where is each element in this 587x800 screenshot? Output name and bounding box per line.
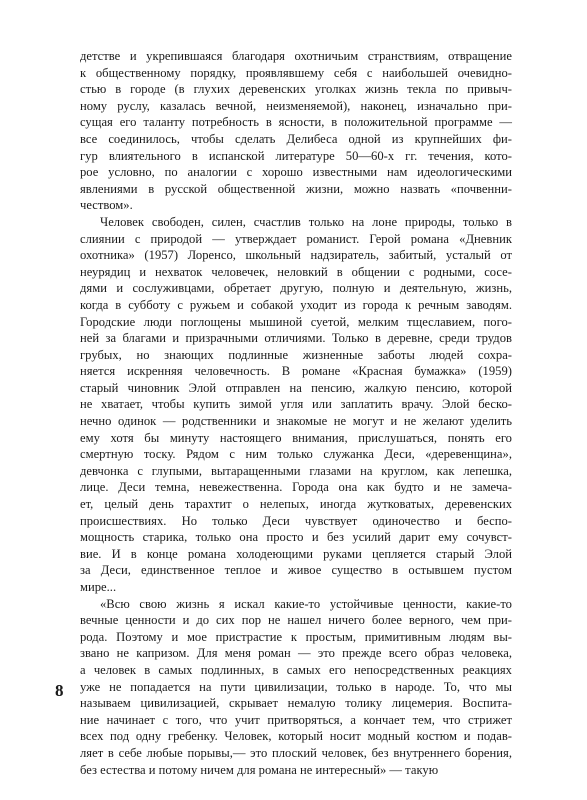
text-line: происшествиях. Но только Деси чувствует одиночество и беспо- [80,513,512,528]
text-line: рое условно, по аналогии с хорошо известными нам идеологическими [80,165,512,180]
text-line: вие. И в конце романа холодеющими руками цепляется старый Элой [80,546,512,561]
text-line: ние начинает с того, что учит притворяться, а кончает тем, что стрижет [80,712,512,727]
text-line: Человек свободен, силен, счастлив только на лоне природы, только в [100,214,512,229]
text-line: гур влиятельного в испанской литературе 50—60-х гг. течения, кото- [80,148,512,163]
text-line: все соединилось, чтобы сделать Делибеса одной из крупнейших фи- [80,131,512,146]
text-line: без естества и потому ничем для романа не интересный» — такую [80,762,439,777]
text-line: стью в городе (в глухих деревенских уголках жизнь текла по привыч- [80,82,512,97]
text-line: слиянии с природой — утверждает романист. Герой романа «Дневник [80,231,512,246]
text-line: «Всю свою жизнь я искал какие-то устойчивые ценности, какие-то [100,596,512,611]
text-line: за Деси, единственное теплое и живое существо в остывшем пустом [80,563,512,578]
text-line: девчонка с глупыми, вытаращенными глазами на круглом, как лепешка, [80,463,512,478]
document-page [80,48,512,777]
text-line: вечные ценности и до сих пор не нашел ничего более верного, чем при- [80,613,512,628]
text-line: звано не капризом. Для меня роман — это прежде всего образ человека, [80,646,512,661]
text-line: мире... [80,580,117,594]
text-line: явлениями в русской общественной жизни, можно назвать «почвенни- [80,181,512,196]
text-line: называем цивилизацией, скрывает немалую толику лицемерия. Воспита- [80,696,512,711]
text-line: сущая его таланту потребность в ясности, в положительной программе — [80,115,512,130]
text-line: Городские люди поглощены мышиной суетой, мелким тщеславием, пого- [80,314,512,329]
text-line: нечно одинок — родственники и знакомые не могут и не желают уделить [80,414,512,429]
text-line: грубых, но знающих подлинные жизненные заботы людей сохра- [80,347,512,362]
paragraph-3 [80,596,512,779]
text-line: рода. Поэтому и мое пристрастие к простым, примитивным людям вы- [80,629,512,644]
text-line: охотника» (1957) Лоренсо, школьный надзиратель, забитый, усталый от [80,248,512,263]
text-line: смертную тоску. Рядом с ним только служанка Деси, «деревенщина», [80,447,512,462]
text-line: детстве и укрепившаяся благодаря охотничьим странствиям, отвращение [80,49,512,63]
text-line: няется искренняя человечность. В романе «Красная бумажка» (1959) [80,364,512,379]
text-line: дями и сослуживцами, обретает другую, полную и деятельную, жизнь, [80,281,512,296]
text-line: всех под одну гребенку. Человек, который носит модный костюм и подав- [80,729,512,744]
text-line: не хватает, чтобы купить зимой угля или заплатить врачу. Элой беско- [80,397,512,412]
text-line: чеством». [80,198,133,213]
text-line: к общественному порядку, проявлявшему себя с наибольшей очевидно- [80,65,512,80]
text-line: ному руслу, казалась вечной, неизменяемой), наконец, изначально при- [80,98,512,113]
page-number: 8 [55,681,64,700]
text-line: когда в субботу с ружьем и собакой уходит из города к речным заводям. [80,297,512,312]
text-line: ляет в себе любые порывы,— это плоский человек, без внутреннего борения, [80,745,512,760]
text-line: ему хотя бы минуту настоящего внимания, прислушаться, понять его [80,430,512,445]
text-line: старый чиновник Элой отправлен на пенсию, жалкую пенсию, которой [80,380,512,395]
text-line: неурядиц и нехваток человечек, неловкий в общении с родными, сосе- [80,264,512,279]
text-line: а человек в самых подлинных, в самых его непосредственных реакциях [80,662,512,677]
text-line: ет, целый день тарахтит о нелепых, иногда жутковатых, деревенских [80,497,512,512]
text-line: лице. Деси темна, невежественна. Города она как будто и не замеча- [80,480,512,495]
text-line: ней за благами и призрачными отличиями. Только в деревне, среди трудов [80,331,512,346]
body-text [80,48,512,778]
text-line: мощность старика, только она просто и без усилий дарит ему сочувст- [80,530,512,545]
text-line: уже не попадается на пути цивилизации, только в народе. То, что мы [80,679,512,694]
paragraph-2 [80,214,512,596]
paragraph-1 [80,48,512,214]
